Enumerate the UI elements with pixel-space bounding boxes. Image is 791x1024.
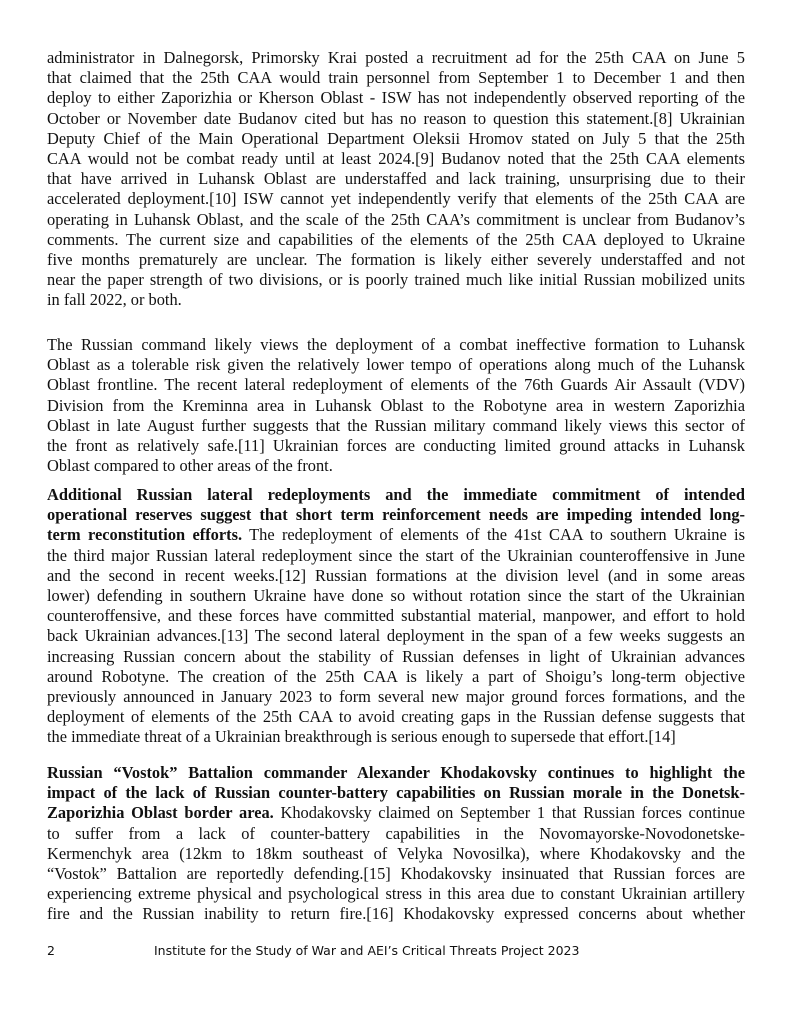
line-content <box>47 436 745 456</box>
line-content <box>47 844 745 864</box>
body-text: operating in Luhansk Oblast, and the scale of the 25th CAA’s commitment is unclear from Budanov’s <box>47 209 745 229</box>
text-line <box>47 109 745 129</box>
text-line <box>47 586 745 606</box>
line-content <box>47 687 745 707</box>
bold-lead-text: impact of the lack of Russian counter-battery capabilities on Russian morale in the Donetsk- <box>47 783 745 803</box>
line-content <box>47 626 745 646</box>
bold-lead-text: Russian “Vostok” Battalion commander Alexander Khodakovsky continues to highlight the <box>47 763 745 782</box>
line-content <box>47 525 745 545</box>
body-text: comments. The current size and capabilities of the elements of the 25th CAA deployed to Ukraine <box>47 229 745 249</box>
text-line <box>47 375 745 395</box>
line-content <box>47 647 745 667</box>
body-text: that claimed that the 25th CAA would train personnel from September 1 to December 1 and then <box>47 68 745 88</box>
body-text: accelerated deployment.[10] ISW cannot yet independently verify that elements of the 25th CAA are <box>47 189 745 209</box>
text-line <box>47 149 745 169</box>
body-text: and the second in recent weeks.[12] Russian formations at the division level (and in some areas <box>47 565 745 585</box>
text-line <box>47 904 745 924</box>
body-text: to suffer from a lack of counter-battery capabilities in the Novomayorske-Novodonetske- <box>47 823 745 843</box>
body-text: near the paper strength of two divisions, or is poorly trained much like initial Russian mobilized units <box>47 270 745 290</box>
text-line <box>47 667 745 687</box>
line-content <box>47 763 745 783</box>
text-line <box>47 270 745 290</box>
line-content <box>47 396 745 416</box>
body-text: Oblast compared to other areas of the front. <box>47 456 333 476</box>
text-line <box>47 884 745 904</box>
line-content <box>47 250 745 270</box>
page-number: 2 <box>47 943 55 958</box>
body-text: in fall 2022, or both. <box>47 290 182 310</box>
line-content <box>47 566 745 586</box>
text-line <box>47 250 745 270</box>
text-line <box>47 727 745 747</box>
line-content <box>47 149 745 169</box>
text-line <box>47 355 745 375</box>
bold-lead-text: Additional Russian lateral redeployments and the immediate commitment of intended <box>47 485 745 504</box>
body-text: deployment of elements of the 25th CAA to avoid creating gaps in the Russian defense suggests that <box>47 707 745 727</box>
line-content <box>47 270 745 290</box>
text-line <box>47 88 745 108</box>
line-content <box>47 904 745 924</box>
text-line <box>47 68 745 88</box>
text-line <box>47 396 745 416</box>
line-content <box>47 864 745 884</box>
line-content <box>47 803 745 823</box>
text-line <box>47 626 745 646</box>
line-content <box>47 129 745 149</box>
text-line <box>47 864 745 884</box>
body-text: Deputy Chief of the Main Operational Department Oleksii Hromov stated on July 5 that the 25th <box>47 128 745 148</box>
line-content <box>47 230 745 250</box>
footer-organization: Institute for the Study of War and AEI’s Critical Threats Project 2023 <box>154 943 580 958</box>
body-text: Oblast as a tolerable risk given the relatively lower tempo of operations along much of the Luhansk <box>47 355 745 375</box>
body-text: Khodakovsky claimed on September 1 that Russian forces continue <box>273 803 745 823</box>
line-content <box>47 355 745 375</box>
body-text: five months prematurely are unclear. The formation is likely either severely understaffed and not <box>47 249 745 269</box>
body-text: counteroffensive, and these forces have committed substantial material, manpower, and effort to hold <box>47 606 745 626</box>
text-line <box>47 48 745 68</box>
line-content <box>47 48 745 68</box>
bold-lead-text: operational reserves suggest that short term reinforcement needs are impeding intended long- <box>47 505 745 525</box>
line-content <box>47 88 745 108</box>
text-line <box>47 485 745 505</box>
line-content <box>47 824 745 844</box>
text-line <box>47 189 745 209</box>
line-content <box>47 290 182 309</box>
body-text: increasing Russian concern about the stability of Russian defenses in light of Ukrainian advances <box>47 646 745 666</box>
line-content <box>47 416 745 436</box>
body-text: The Russian command likely views the deployment of a combat ineffective formation to Luhansk <box>47 335 745 354</box>
body-text: Kermenchyk area (12km to 18km southeast of Velyka Novosilka), where Khodakovsky and the <box>47 843 745 863</box>
line-content <box>47 456 333 475</box>
line-content <box>47 707 745 727</box>
text-line <box>47 566 745 586</box>
body-text: fire and the Russian inability to return fire.[16] Khodakovsky expressed concerns about whether <box>47 904 745 924</box>
text-line <box>47 606 745 626</box>
body-text: deploy to either Zaporizhia or Kherson Oblast - ISW has not independently observed reporting of the <box>47 88 745 108</box>
text-line <box>47 803 745 823</box>
body-text: “Vostok” Battalion are reportedly defending.[15] Khodakovsky insinuated that Russian forces are <box>47 863 745 883</box>
paragraph <box>47 485 745 747</box>
text-line <box>47 436 745 456</box>
line-content <box>47 505 745 525</box>
line-content <box>47 667 745 687</box>
line-content <box>47 169 745 189</box>
text-line <box>47 505 745 525</box>
text-line <box>47 546 745 566</box>
body-text: back Ukrainian advances.[13] The second lateral deployment in the span of a few weeks suggests an <box>47 626 745 646</box>
line-content <box>47 546 745 566</box>
text-line <box>47 230 745 250</box>
text-line <box>47 844 745 864</box>
text-line <box>47 707 745 727</box>
body-text: around Robotyne. The creation of the 25th CAA is likely a part of Shoigu’s long-term objective <box>47 666 745 686</box>
line-content <box>47 606 745 626</box>
line-content <box>47 109 745 129</box>
bold-lead-text: Zaporizhia Oblast border area. <box>47 803 274 823</box>
line-content <box>47 335 745 355</box>
text-line <box>47 783 745 803</box>
text-line <box>47 169 745 189</box>
line-content <box>47 375 745 395</box>
text-line <box>47 763 745 783</box>
body-text: experiencing extreme physical and psychological stress in this area due to constant Ukrainian artillery <box>47 884 745 904</box>
body-text: previously announced in January 2023 to form several new major ground forces formations, and the <box>47 686 745 706</box>
text-line <box>47 525 745 545</box>
line-content <box>47 68 745 88</box>
text-line <box>47 129 745 149</box>
body-text: administrator in Dalnegorsk, Primorsky Krai posted a recruitment ad for the 25th CAA on June 5 <box>47 48 745 67</box>
text-line <box>47 456 745 476</box>
line-content <box>47 485 745 505</box>
body-text: the third major Russian lateral redeployment since the start of the Ukrainian counteroffensive in June <box>47 545 745 565</box>
text-line <box>47 824 745 844</box>
body-text: Oblast frontline. The recent lateral redeployment of elements of the 76th Guards Air Assault (VDV) <box>47 375 745 395</box>
body-text: the immediate threat of a Ukrainian breakthrough is serious enough to supersede that effort.[14] <box>47 727 676 747</box>
line-content <box>47 727 676 746</box>
line-content <box>47 884 745 904</box>
body-text: CAA would not be combat ready until at least 2024.[9] Budanov noted that the 25th CAA elements <box>47 148 745 168</box>
line-content <box>47 586 745 606</box>
paragraph <box>47 763 745 925</box>
body-text: lower) defending in southern Ukraine have done so without rotation since the start of the Ukrainian <box>47 585 745 605</box>
text-line <box>47 416 745 436</box>
line-content <box>47 189 745 209</box>
bold-lead-text: term reconstitution efforts. <box>47 525 243 545</box>
text-line <box>47 647 745 667</box>
body-text: Oblast in late August further suggests that the Russian military command likely views this sector of <box>47 415 745 435</box>
text-line <box>47 290 745 310</box>
body-text: that have arrived in Luhansk Oblast are understaffed and lack training, unsurprising due to their <box>47 169 745 189</box>
text-line <box>47 687 745 707</box>
body-text: October or November date Budanov cited but has no reason to question this statement.[8] Ukrainian <box>47 108 745 128</box>
body-text: The redeployment of elements of the 41st CAA to southern Ukraine is <box>242 525 745 545</box>
body-text: the front as relatively safe.[11] Ukrainian forces are conducting limited ground attacks in Luhansk <box>47 435 745 455</box>
line-content <box>47 210 745 230</box>
paragraph <box>47 48 745 310</box>
text-line <box>47 335 745 355</box>
line-content <box>47 783 745 803</box>
paragraph <box>47 335 745 476</box>
body-text: Division from the Kreminna area in Luhansk Oblast to the Robotyne area in western Zaporizhia <box>47 395 745 415</box>
text-line <box>47 210 745 230</box>
